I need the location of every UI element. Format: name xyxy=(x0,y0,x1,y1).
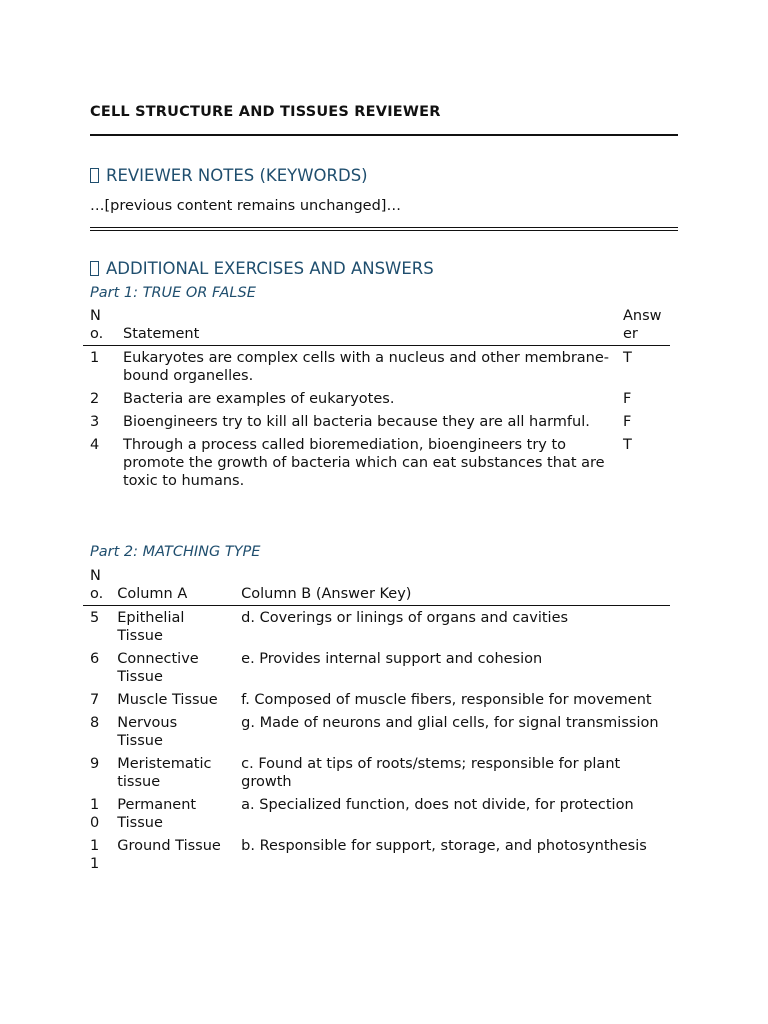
table-row xyxy=(83,688,670,711)
part2-heading: Part 2: MATCHING TYPE xyxy=(90,544,261,560)
missing-glyph-icon xyxy=(90,261,99,276)
column-header-no: No. xyxy=(90,308,104,342)
row-column-b: a. Specialized function, does not divide, for protection xyxy=(241,797,634,813)
row-statement: Through a process called bioremediation, bioengineers try to promote the growth of bacteria which can eat substances that are toxic to humans. xyxy=(123,437,605,489)
missing-glyph-icon xyxy=(90,168,99,183)
row-column-a: Muscle Tissue xyxy=(117,692,218,708)
row-number: 11 xyxy=(90,838,100,872)
row-column-a: Connective Tissue xyxy=(117,651,199,685)
document-title: CELL STRUCTURE AND TISSUES REVIEWER xyxy=(90,104,441,120)
row-number: 3 xyxy=(90,414,100,430)
row-number: 10 xyxy=(90,797,100,831)
row-number: 8 xyxy=(90,715,100,731)
row-number: 7 xyxy=(90,692,100,708)
row-number: 6 xyxy=(90,651,100,667)
table-row xyxy=(83,834,670,875)
row-column-b: d. Coverings or linings of organs and cavities xyxy=(241,610,569,626)
row-column-a: Ground Tissue xyxy=(117,838,221,854)
row-column-a: Permanent Tissue xyxy=(117,797,197,831)
exercises-heading-text: ADDITIONAL EXERCISES AND ANSWERS xyxy=(106,259,434,278)
row-column-b: g. Made of neurons and glial cells, for signal transmission xyxy=(241,715,659,731)
matching-table xyxy=(83,567,670,875)
row-column-b: e. Provides internal support and cohesion xyxy=(241,651,543,667)
notes-heading-text: REVIEWER NOTES (KEYWORDS) xyxy=(106,166,368,185)
row-statement: Bacteria are examples of eukaryotes. xyxy=(123,391,395,407)
table-row xyxy=(83,410,670,433)
title-divider xyxy=(90,134,678,136)
row-column-b: f. Composed of muscle fibers, responsible for movement xyxy=(241,692,652,708)
row-answer: F xyxy=(623,391,632,407)
table-row xyxy=(83,647,670,688)
table-row xyxy=(83,711,670,752)
row-number: 4 xyxy=(90,437,100,453)
row-number: 9 xyxy=(90,756,100,772)
column-header-no: No. xyxy=(90,568,104,602)
row-answer: T xyxy=(623,437,632,453)
table-row xyxy=(83,387,670,410)
row-column-a: Nervous Tissue xyxy=(117,715,178,749)
column-header-b: Column B (Answer Key) xyxy=(241,586,412,602)
part1-heading: Part 1: TRUE OR FALSE xyxy=(90,285,256,301)
row-column-a: Epithelial Tissue xyxy=(117,610,185,644)
section-divider xyxy=(90,227,678,231)
column-header-answer: Answer xyxy=(623,308,662,342)
exercises-heading xyxy=(90,259,434,278)
table-row xyxy=(83,433,670,492)
row-statement: Bioengineers try to kill all bacteria because they are all harmful. xyxy=(123,414,590,430)
row-number: 2 xyxy=(90,391,100,407)
row-number: 1 xyxy=(90,350,100,366)
row-statement: Eukaryotes are complex cells with a nucleus and other membrane-bound organelles. xyxy=(123,350,610,384)
column-header-statement: Statement xyxy=(123,326,200,342)
row-number: 5 xyxy=(90,610,100,626)
table-header-row xyxy=(83,567,670,606)
notes-heading xyxy=(90,166,368,185)
row-answer: T xyxy=(623,350,632,366)
row-column-b: c. Found at tips of roots/stems; responsible for plant growth xyxy=(241,756,621,790)
table-row xyxy=(83,346,670,388)
notes-text: …[previous content remains unchanged]… xyxy=(90,198,401,214)
table-row xyxy=(83,606,670,648)
row-column-b: b. Responsible for support, storage, and photosynthesis xyxy=(241,838,647,854)
true-false-table xyxy=(83,307,670,492)
row-column-a: Meristematic tissue xyxy=(117,756,212,790)
column-header-a: Column A xyxy=(117,586,188,602)
row-answer: F xyxy=(623,414,632,430)
table-header-row xyxy=(83,307,670,346)
table-row xyxy=(83,752,670,793)
table-row xyxy=(83,793,670,834)
